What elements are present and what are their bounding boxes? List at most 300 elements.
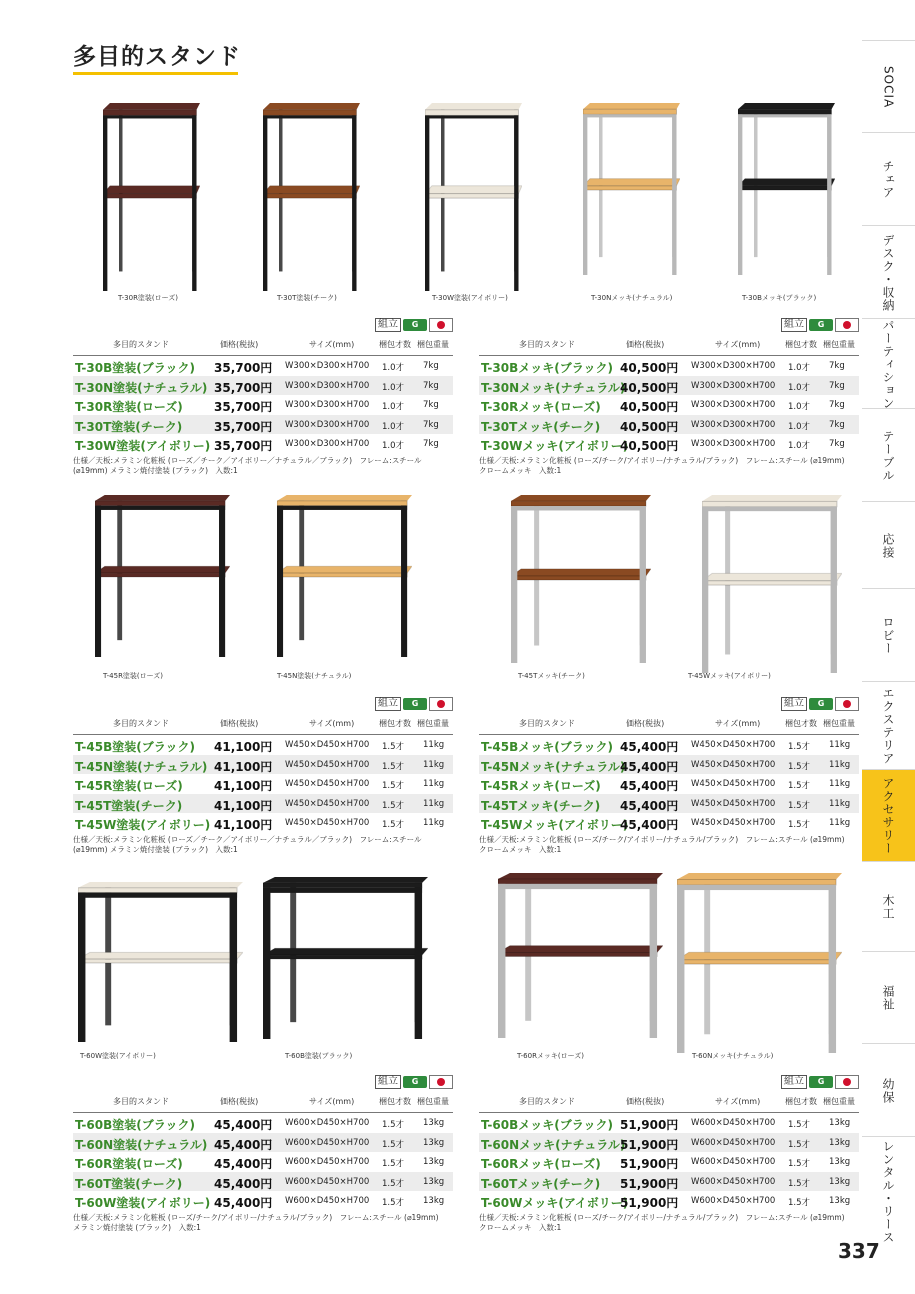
product-caption: T-30R塗装(ローズ) (118, 294, 179, 302)
table-row (479, 1113, 859, 1132)
table-row (73, 1191, 453, 1210)
size: W300×D300×H700 (691, 380, 776, 391)
volume: 1.5才 (788, 781, 811, 792)
table-row (479, 1133, 859, 1152)
price: 35,700円 (214, 361, 273, 375)
product-name: T-60Rメッキ(ローズ) (481, 1157, 601, 1172)
weight: 11kg (423, 759, 445, 770)
weight: 13kg (829, 1196, 851, 1207)
size: W300×D300×H700 (691, 419, 776, 430)
stand-t45w (702, 495, 842, 673)
header-product: 多目的スタンド (113, 1097, 169, 1106)
header-size: サイズ(mm) (309, 1097, 355, 1106)
header-price: 価格(税抜) (220, 1097, 259, 1106)
header-product: 多目的スタンド (113, 340, 169, 349)
cert-marks (781, 697, 859, 711)
volume: 1.5才 (788, 800, 811, 811)
tab-5[interactable] (862, 408, 915, 502)
volume: 1.0才 (382, 441, 405, 452)
tab-label: SOCIA (881, 65, 896, 109)
table-row (479, 1172, 859, 1191)
stand-t30n (583, 103, 680, 275)
table-row (73, 1113, 453, 1132)
table-row (479, 1152, 859, 1171)
tab-12[interactable] (862, 1043, 915, 1137)
product-name: T-60R塗装(ローズ) (75, 1157, 183, 1172)
table-header (479, 1092, 859, 1110)
table-row (73, 755, 453, 774)
weight: 11kg (829, 818, 851, 829)
weight: 7kg (829, 419, 845, 430)
tab-label: レンタル・リース (881, 1139, 895, 1244)
price: 45,400円 (214, 1137, 273, 1152)
weight: 13kg (829, 1137, 851, 1148)
weight: 13kg (423, 1176, 445, 1187)
product-name: T-30B塗装(ブラック) (75, 361, 195, 375)
volume: 1.5才 (382, 1139, 405, 1150)
header-weight: 梱包重量 (823, 719, 855, 728)
table-header (73, 1092, 453, 1110)
header-price: 価格(税抜) (626, 1097, 665, 1106)
product-name: T-30Tメッキ(チーク) (481, 419, 601, 434)
table-row (73, 774, 453, 793)
tab-13[interactable] (862, 1136, 915, 1246)
tab-label: アクセサリー (881, 777, 895, 855)
size: W450×D450×H700 (691, 779, 776, 790)
header-weight: 梱包重量 (417, 340, 449, 349)
product-name: T-45T塗装(チーク) (75, 798, 183, 813)
table-row (73, 376, 453, 395)
product-name: T-30Rメッキ(ローズ) (481, 400, 601, 415)
spec-note: 仕様／天板:メラミン化粧板 (ローズ/チーク/アイボリー/ナチュラル/ブラック) フレーム:スチール (⌀19mm) クロームメッキ 入数:1 (479, 1213, 845, 1232)
header-volume: 梱包才数 (379, 340, 411, 349)
weight: 7kg (829, 361, 845, 371)
spec-note: 仕様／天板:メラミン化粧板 (ローズ/チーク/アイボリー/ナチュラル/ブラック) フレーム:スチール (⌀19mm) クロームメッキ 入数:1 (479, 456, 845, 475)
weight: 11kg (423, 779, 445, 790)
product-name: T-60Nメッキ(ナチュラル) (481, 1137, 626, 1152)
table-row (73, 1133, 453, 1152)
table-row (73, 395, 453, 414)
stand-t60b (263, 877, 428, 1039)
size: W600×D450×H700 (285, 1196, 370, 1207)
price: 51,900円 (620, 1118, 679, 1132)
size: W600×D450×H700 (691, 1196, 776, 1207)
size: W300×D300×H700 (285, 361, 370, 371)
japan-flag-icon (835, 318, 859, 332)
green-mark-icon: G (809, 1076, 833, 1088)
product-caption: T-45Wメッキ(アイボリー) (688, 672, 771, 680)
product-caption: T-30Bメッキ(ブラック) (742, 294, 817, 302)
size: W450×D450×H700 (285, 779, 370, 790)
volume: 1.5才 (382, 761, 405, 772)
table-header (479, 714, 859, 732)
cert-marks (375, 1075, 453, 1089)
price: 45,400円 (620, 798, 679, 813)
japan-flag-icon (835, 1075, 859, 1089)
product-name: T-30N塗装(ナチュラル) (75, 380, 208, 395)
header-volume: 梱包才数 (379, 719, 411, 728)
price: 45,400円 (214, 1157, 273, 1172)
tab-11[interactable] (862, 951, 915, 1044)
price: 35,700円 (214, 400, 273, 415)
tab-8[interactable] (862, 681, 915, 770)
price: 51,900円 (620, 1137, 679, 1152)
product-name: T-30Bメッキ(ブラック) (481, 361, 613, 375)
size: W600×D450×H700 (691, 1137, 776, 1148)
tab-1[interactable] (862, 40, 915, 133)
cert-marks (781, 318, 859, 332)
volume: 1.5才 (788, 1198, 811, 1209)
header-size: サイズ(mm) (309, 340, 355, 349)
product-name: T-30T塗装(チーク) (75, 419, 183, 434)
tab-2[interactable] (862, 132, 915, 226)
japan-flag-icon (429, 697, 453, 711)
spec-note: 仕様／天板:メラミン化粧板 (ローズ／チーク／アイボリー／ナチュラル／ブラック) フレーム:スチール (⌀19mm) メラミン焼付塗装 (ブラック) 入数:1 (73, 835, 422, 854)
weight: 11kg (423, 818, 445, 829)
header-size: サイズ(mm) (715, 1097, 761, 1106)
size: W300×D300×H700 (691, 439, 776, 450)
size: W450×D450×H700 (691, 798, 776, 809)
price: 45,400円 (620, 779, 679, 794)
price: 51,900円 (620, 1196, 679, 1211)
product-name: T-60N塗装(ナチュラル) (75, 1137, 208, 1152)
size: W300×D300×H700 (285, 439, 370, 450)
table-row (479, 794, 859, 813)
product-caption: T-30W塗装(アイボリー) (432, 294, 508, 302)
price: 45,400円 (620, 818, 679, 833)
product-name: T-30W塗装(アイボリー) (75, 439, 211, 454)
size: W300×D300×H700 (285, 380, 370, 391)
stand-t30b (738, 103, 835, 275)
volume: 1.0才 (382, 421, 405, 432)
tab-label: 応接 (881, 532, 895, 559)
table-row (479, 395, 859, 414)
price: 35,700円 (214, 380, 273, 395)
product-caption: T-60W塗装(アイボリー) (80, 1052, 156, 1060)
stand-t60w (78, 882, 243, 1042)
spec-note: 仕様／天板:メラミン化粧板 (ローズ／チーク／アイボリー／ナチュラル／ブラック) フレーム:スチール (⌀19mm) メラミン焼付塗装 (ブラック) 入数:1 (73, 456, 422, 475)
spec-block (479, 318, 859, 478)
volume: 1.5才 (382, 1198, 405, 1209)
product-caption: T-60Nメッキ(ナチュラル) (692, 1052, 774, 1060)
volume: 1.5才 (382, 800, 405, 811)
volume: 1.0才 (382, 363, 405, 373)
spec-block (73, 697, 453, 857)
stand-t30w (425, 103, 522, 291)
title-underline (73, 72, 238, 75)
price: 45,400円 (214, 1118, 273, 1132)
stand-t60r (498, 873, 663, 1038)
green-mark-icon: G (403, 1076, 427, 1088)
product-caption: T-45N塗装(ナチュラル) (277, 672, 352, 680)
tab-6[interactable] (862, 501, 915, 589)
price: 41,100円 (214, 759, 273, 774)
page-title: 多目的スタンド (73, 44, 241, 70)
cert-marks (375, 318, 453, 332)
weight: 13kg (829, 1157, 851, 1168)
japan-flag-icon (429, 1075, 453, 1089)
header-volume: 梱包才数 (379, 1097, 411, 1106)
volume: 1.0才 (382, 382, 405, 393)
product-name: T-45Bメッキ(ブラック) (481, 740, 613, 754)
stand-t45t (511, 495, 651, 663)
header-price: 価格(税抜) (220, 719, 259, 728)
volume: 1.0才 (788, 421, 811, 432)
category-tabs (862, 40, 915, 1245)
product-name: T-30R塗装(ローズ) (75, 400, 183, 415)
table-row (479, 774, 859, 793)
price: 45,400円 (620, 759, 679, 774)
header-size: サイズ(mm) (309, 719, 355, 728)
table-header (73, 335, 453, 353)
price: 45,400円 (214, 1176, 273, 1191)
tab-9[interactable] (862, 769, 915, 862)
volume: 1.5才 (382, 1178, 405, 1189)
tab-label: ロビー (881, 616, 895, 655)
weight: 7kg (829, 400, 845, 411)
volume: 1.5才 (788, 1159, 811, 1170)
price: 40,500円 (620, 439, 679, 454)
price: 45,400円 (620, 740, 679, 754)
assembly-mark: 組立 (781, 1075, 807, 1089)
size: W600×D450×H700 (285, 1137, 370, 1148)
product-caption: T-60Rメッキ(ローズ) (517, 1052, 585, 1060)
table-row (73, 794, 453, 813)
weight: 11kg (829, 740, 851, 750)
size: W600×D450×H700 (285, 1157, 370, 1168)
stand-t60n (677, 873, 842, 1053)
green-mark-icon: G (809, 698, 833, 710)
header-price: 価格(税抜) (626, 719, 665, 728)
table-header (479, 335, 859, 353)
price: 51,900円 (620, 1176, 679, 1191)
size: W300×D300×H700 (285, 419, 370, 430)
tab-label: チェア (881, 160, 895, 199)
product-caption: T-30Nメッキ(ナチュラル) (591, 294, 673, 302)
spec-block (73, 318, 453, 478)
tab-label: 福祉 (881, 985, 895, 1011)
table-row (479, 376, 859, 395)
tab-label: 木工 (881, 894, 895, 920)
volume: 1.0才 (788, 382, 811, 393)
product-name: T-60B塗装(ブラック) (75, 1118, 195, 1132)
size: W600×D450×H700 (285, 1118, 370, 1128)
weight: 11kg (423, 740, 445, 750)
table-row (73, 1152, 453, 1171)
price: 51,900円 (620, 1157, 679, 1172)
price: 41,100円 (214, 779, 273, 794)
tab-label: テーブル (881, 429, 895, 482)
assembly-mark: 組立 (375, 1075, 401, 1089)
table-row (479, 356, 859, 375)
tab-label: パーティション (881, 318, 895, 410)
size: W300×D300×H700 (691, 400, 776, 411)
tab-7[interactable] (862, 588, 915, 682)
header-volume: 梱包才数 (785, 1097, 817, 1106)
size: W450×D450×H700 (691, 740, 776, 750)
size: W600×D450×H700 (285, 1176, 370, 1187)
volume: 1.5才 (788, 820, 811, 831)
stand-t45n (277, 495, 412, 657)
product-caption: T-60B塗装(ブラック) (285, 1052, 353, 1060)
spec-block (479, 1075, 859, 1235)
tab-3[interactable] (862, 225, 915, 319)
header-volume: 梱包才数 (785, 719, 817, 728)
size: W600×D450×H700 (691, 1157, 776, 1168)
table-row (73, 735, 453, 754)
spec-note: 仕様／天板:メラミン化粧板 (ローズ/チーク/アイボリー/ナチュラル/ブラック) フレーム:スチール (⌀19mm) メラミン焼付塗装 (ブラック) 入数:1 (73, 1213, 439, 1232)
volume: 1.0才 (788, 402, 811, 413)
size: W450×D450×H700 (285, 759, 370, 770)
header-product: 多目的スタンド (113, 719, 169, 728)
assembly-mark: 組立 (375, 318, 401, 332)
table-row (479, 434, 859, 453)
volume: 1.5才 (382, 1120, 405, 1130)
size: W450×D450×H700 (285, 798, 370, 809)
volume: 1.5才 (382, 820, 405, 831)
weight: 7kg (423, 380, 439, 391)
assembly-mark: 組立 (375, 697, 401, 711)
weight: 13kg (423, 1196, 445, 1207)
cert-marks (375, 697, 453, 711)
volume: 1.5才 (382, 1159, 405, 1170)
volume: 1.0才 (382, 402, 405, 413)
volume: 1.5才 (788, 1139, 811, 1150)
green-mark-icon: G (809, 319, 833, 331)
green-mark-icon: G (403, 698, 427, 710)
weight: 11kg (829, 759, 851, 770)
product-name: T-60Wメッキ(アイボリー) (481, 1196, 629, 1211)
product-name: T-45Wメッキ(アイボリー) (481, 818, 629, 833)
volume: 1.0才 (788, 441, 811, 452)
header-size: サイズ(mm) (715, 719, 761, 728)
price: 45,400円 (214, 1196, 273, 1211)
size: W450×D450×H700 (691, 818, 776, 829)
header-weight: 梱包重量 (417, 1097, 449, 1106)
product-name: T-45B塗装(ブラック) (75, 740, 195, 754)
weight: 13kg (423, 1137, 445, 1148)
product-name: T-45Rメッキ(ローズ) (481, 779, 601, 794)
weight: 11kg (829, 798, 851, 809)
stand-t30t (263, 103, 360, 291)
product-caption: T-30T塗装(チーク) (277, 294, 337, 302)
header-price: 価格(税抜) (626, 340, 665, 349)
cert-marks (781, 1075, 859, 1089)
tab-label: 幼保 (881, 1077, 895, 1104)
product-name: T-45W塗装(アイボリー) (75, 818, 211, 833)
size: W600×D450×H700 (691, 1176, 776, 1187)
japan-flag-icon (835, 697, 859, 711)
weight: 11kg (829, 779, 851, 790)
table-row (479, 415, 859, 434)
page-number: 337 (838, 1239, 880, 1263)
volume: 1.5才 (788, 761, 811, 772)
header-price: 価格(税抜) (220, 340, 259, 349)
japan-flag-icon (429, 318, 453, 332)
table-header (73, 714, 453, 732)
spec-block (73, 1075, 453, 1235)
price: 40,500円 (620, 361, 679, 375)
price: 41,100円 (214, 740, 273, 754)
weight: 7kg (829, 380, 845, 391)
product-name: T-30Wメッキ(アイボリー) (481, 439, 629, 454)
weight: 13kg (829, 1118, 851, 1128)
table-row (479, 813, 859, 832)
product-caption: T-45Tメッキ(チーク) (518, 672, 585, 680)
product-caption: T-45R塗装(ローズ) (103, 672, 164, 680)
price: 40,500円 (620, 380, 679, 395)
price: 40,500円 (620, 419, 679, 434)
stand-t45r (95, 495, 230, 657)
table-row (73, 356, 453, 375)
header-volume: 梱包才数 (785, 340, 817, 349)
volume: 1.5才 (788, 1120, 811, 1130)
weight: 7kg (423, 400, 439, 411)
table-row (73, 1172, 453, 1191)
size: W600×D450×H700 (691, 1118, 776, 1128)
assembly-mark: 組立 (781, 697, 807, 711)
header-size: サイズ(mm) (715, 340, 761, 349)
weight: 7kg (423, 361, 439, 371)
price: 41,100円 (214, 818, 273, 833)
size: W300×D300×H700 (285, 400, 370, 411)
size: W450×D450×H700 (691, 759, 776, 770)
assembly-mark: 組立 (781, 318, 807, 332)
price: 40,500円 (620, 400, 679, 415)
weight: 11kg (423, 798, 445, 809)
price: 35,700円 (214, 419, 273, 434)
weight: 7kg (829, 439, 845, 450)
weight: 13kg (423, 1157, 445, 1168)
table-row (73, 415, 453, 434)
tab-4[interactable] (862, 318, 915, 409)
header-weight: 梱包重量 (417, 719, 449, 728)
table-row (73, 813, 453, 832)
product-name: T-45Tメッキ(チーク) (481, 798, 601, 813)
table-row (479, 1191, 859, 1210)
product-name: T-60Tメッキ(チーク) (481, 1176, 601, 1191)
product-name: T-45N塗装(ナチュラル) (75, 759, 208, 774)
header-weight: 梱包重量 (823, 1097, 855, 1106)
table-row (73, 434, 453, 453)
size: W450×D450×H700 (285, 818, 370, 829)
table-row (479, 735, 859, 754)
volume: 1.5才 (788, 1178, 811, 1189)
product-name: T-60T塗装(チーク) (75, 1176, 183, 1191)
green-mark-icon: G (403, 319, 427, 331)
header-product: 多目的スタンド (519, 340, 575, 349)
weight: 13kg (423, 1118, 445, 1128)
header-product: 多目的スタンド (519, 719, 575, 728)
tab-label: デスク・収納 (881, 233, 895, 312)
volume: 1.5才 (382, 781, 405, 792)
size: W450×D450×H700 (285, 740, 370, 750)
header-product: 多目的スタンド (519, 1097, 575, 1106)
price: 41,100円 (214, 798, 273, 813)
table-row (479, 755, 859, 774)
tab-10[interactable] (862, 861, 915, 952)
spec-note: 仕様／天板:メラミン化粧板 (ローズ/チーク/アイボリー/ナチュラル/ブラック) フレーム:スチール (⌀19mm) クロームメッキ 入数:1 (479, 835, 845, 854)
weight: 7kg (423, 439, 439, 450)
stand-t30r (103, 103, 200, 291)
volume: 1.5才 (788, 742, 811, 752)
spec-block (479, 697, 859, 857)
weight: 13kg (829, 1176, 851, 1187)
product-name: T-60W塗装(アイボリー) (75, 1196, 211, 1211)
size: W300×D300×H700 (691, 361, 776, 371)
volume: 1.5才 (382, 742, 405, 752)
product-name: T-60Bメッキ(ブラック) (481, 1118, 613, 1132)
